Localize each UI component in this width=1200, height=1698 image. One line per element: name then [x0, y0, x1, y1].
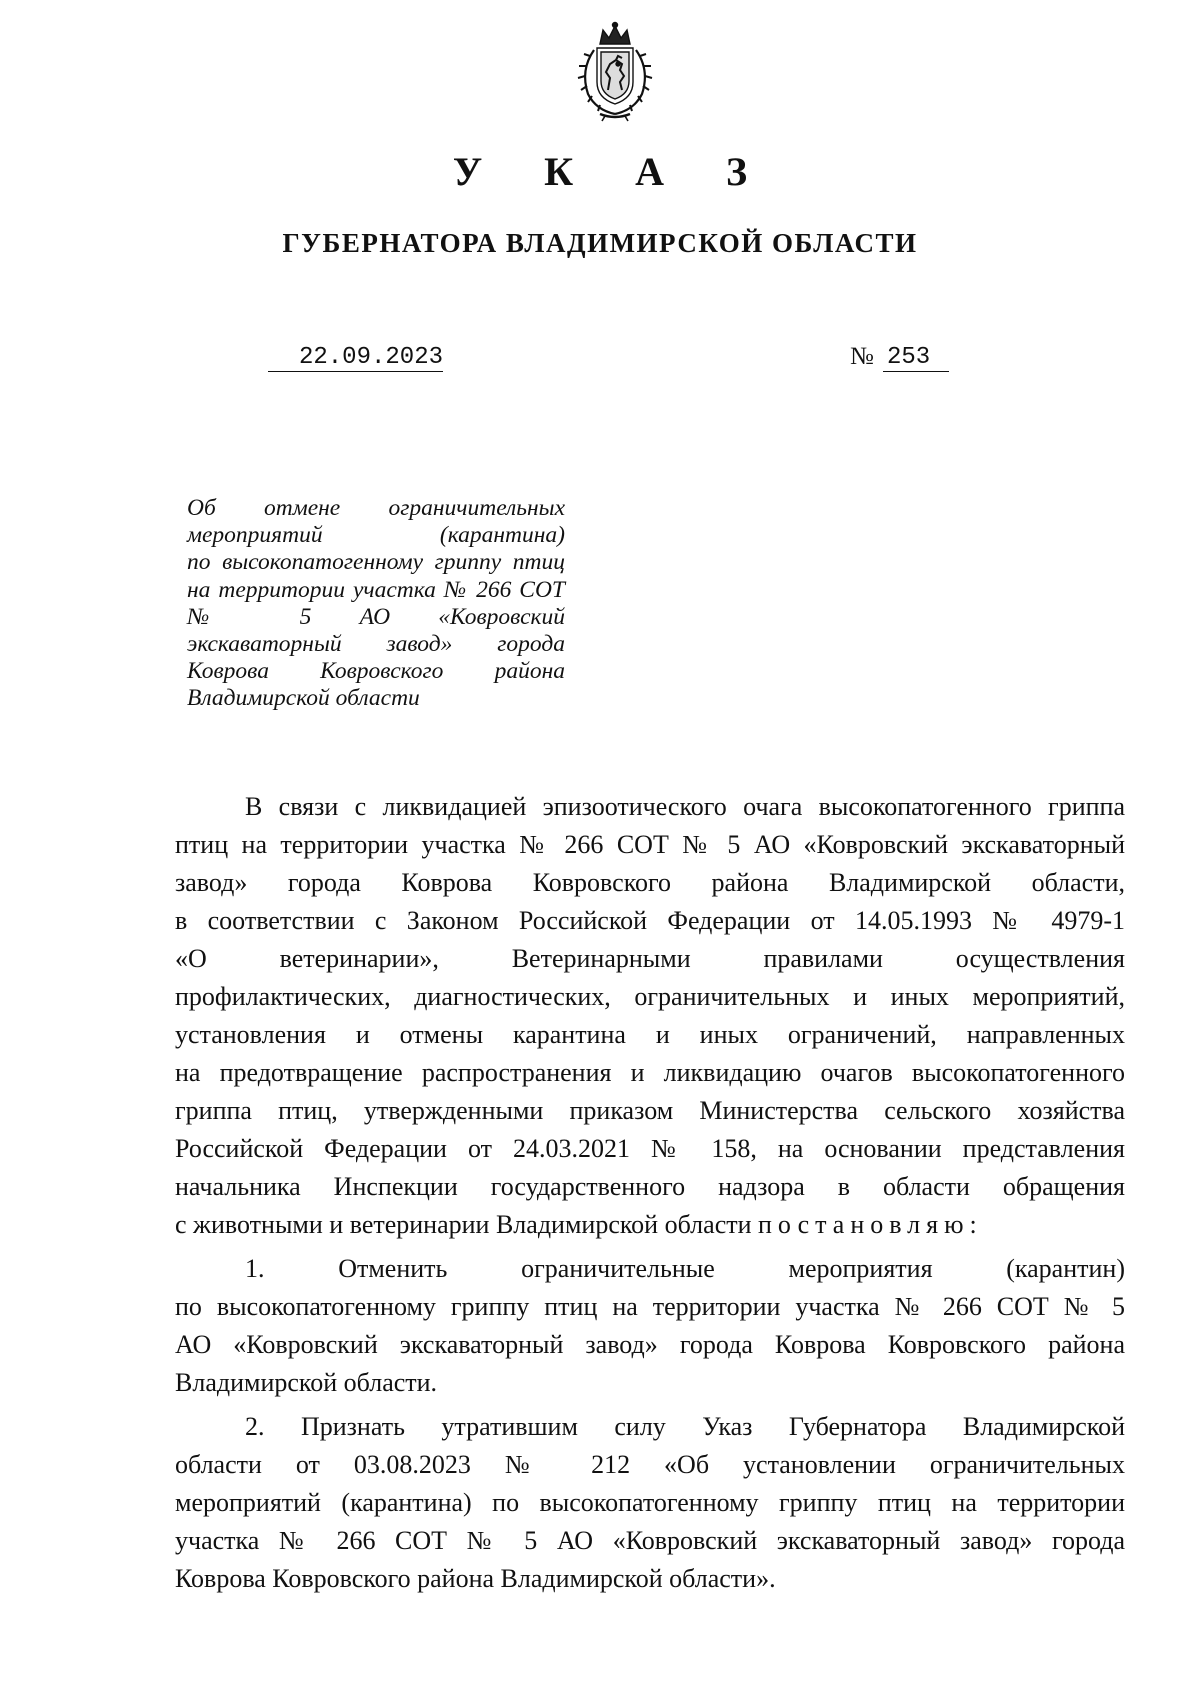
- preamble-line: начальника Инспекции государственного надзора в области обращения: [175, 1172, 1125, 1201]
- subject-line: Коврова Ковровского района: [187, 658, 565, 685]
- decree-subject: [187, 495, 565, 713]
- item-2-line: 2. Признать утратившим силу Указ Губернатора Владимирской: [245, 1412, 1125, 1441]
- coat-of-arms-icon: [570, 20, 660, 122]
- item-1-line: Владимирской области.: [175, 1368, 438, 1397]
- preamble-line: с животными и ветеринарии Владимирской области: [175, 1210, 752, 1239]
- number-label: №: [850, 343, 874, 370]
- preamble-line: установления и отмены карантина и иных ограничений, направленных: [175, 1020, 1125, 1049]
- item-2-paragraph: [175, 1408, 1125, 1598]
- subject-line: Владимирской области: [187, 685, 420, 712]
- subject-line: экскаваторный завод» города: [187, 631, 565, 658]
- document-subtitle: ГУБЕРНАТОРА ВЛАДИМИРСКОЙ ОБЛАСТИ: [282, 228, 918, 258]
- preamble-line: профилактических, диагностических, ограничительных и иных мероприятий,: [175, 982, 1125, 1011]
- document-number: 253: [883, 345, 949, 372]
- preamble-line: в соответствии с Законом Российской Федерации от 14.05.1993 № 4979-1: [175, 906, 1125, 935]
- subject-line: на территории участка № 266 СОТ: [187, 576, 565, 603]
- preamble-line: гриппа птиц, утвержденными приказом Министерства сельского хозяйства: [175, 1096, 1125, 1125]
- preamble-line: «О ветеринарии», Ветеринарными правилами осуществления: [175, 944, 1125, 973]
- subject-line: № 5 АО «Ковровский: [187, 603, 565, 630]
- item-2-line: мероприятий (карантина) по высокопатогенному гриппу птиц на территории: [175, 1488, 1125, 1517]
- item-1-line: по высокопатогенному гриппу птиц на территории участка № 266 СОТ № 5: [175, 1292, 1125, 1321]
- subject-line: мероприятий (карантина): [187, 522, 565, 549]
- preamble-line: на предотвращение распространения и ликвидацию очагов высокопатогенного: [175, 1058, 1125, 1087]
- preamble-line: завод» города Коврова Ковровского района Владимирской области,: [175, 868, 1125, 897]
- decree-word: постановляю:: [758, 1210, 983, 1239]
- subject-line: по высокопатогенному гриппу птиц: [187, 549, 565, 576]
- item-2-line: Коврова Ковровского района Владимирской области».: [175, 1564, 776, 1593]
- preamble-paragraph: [175, 788, 1125, 1244]
- preamble-line: птиц на территории участка № 266 СОТ № 5 АО «Ковровский экскаваторный: [175, 830, 1125, 859]
- preamble-line: Российской Федерации от 24.03.2021 № 158, на основании представления: [175, 1134, 1125, 1163]
- item-1-paragraph: [175, 1250, 1125, 1402]
- item-2-line: участка № 266 СОТ № 5 АО «Ковровский экскаваторный завод» города: [175, 1526, 1125, 1555]
- item-1-line: 1. Отменить ограничительные мероприятия (карантин): [245, 1254, 1125, 1283]
- item-2-line: области от 03.08.2023 № 212 «Об установлении ограничительных: [175, 1450, 1125, 1479]
- preamble-line: В связи с ликвидацией эпизоотического очага высокопатогенного гриппа: [245, 792, 1125, 821]
- document-title: У К А З: [452, 149, 774, 194]
- item-1-line: АО «Ковровский экскаваторный завод» города Коврова Ковровского района: [175, 1330, 1125, 1359]
- subject-line: Об отмене ограничительных: [187, 495, 565, 521]
- preamble-last-line: [175, 1206, 1125, 1244]
- document-date: 22.09.2023: [268, 345, 443, 372]
- decree-body: [175, 788, 1125, 1598]
